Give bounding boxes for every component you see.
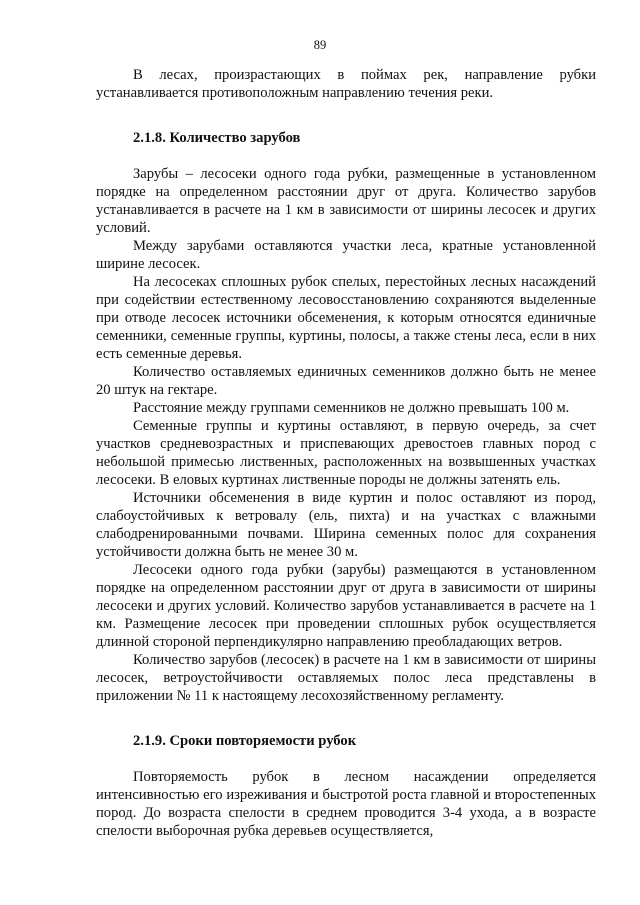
paragraph: На лесосеках сплошных рубок спелых, перестойных лесных насаждений при содействии естественному лесовосстановлению сохраняются выделенные при отводе лесосек источники обсеменения, к которым относятся единичные семенники, семенные группы, куртины, полосы, а также стены леса, если в них есть семенные деревья. bbox=[96, 274, 596, 362]
paragraph: Зарубы – лесосеки одного года рубки, размещенные в установленном порядке на определенном расстоянии друг от друга. Количество зарубов устанавливается в расчете на 1 км в зависимости от ширины лесосек и других условий. bbox=[96, 166, 596, 236]
paragraph: Лесосеки одного года рубки (зарубы) размещаются в установленном порядке на определенном расстоянии друг от друга в зависимости от ширины лесосеки и других условий. Количество зарубов устанавливается в расчете на 1 км. Размещение лесосек при проведении сплошных рубок осуществляется длинной стороной перпендикулярно направлению преобладающих ветров. bbox=[96, 562, 596, 650]
paragraph: Количество зарубов (лесосек) в расчете на 1 км в зависимости от ширины лесосек, ветроустойчивости оставляемых полос леса представлены в приложении № 11 к настоящему лесохозяйственному регламенту. bbox=[96, 652, 596, 704]
paragraph: Количество оставляемых единичных семенников должно быть не менее 20 штук на гектаре. bbox=[96, 364, 596, 398]
paragraph: Между зарубами оставляются участки леса, кратные установленной ширине лесосек. bbox=[96, 238, 596, 272]
paragraph: Повторяемость рубок в лесном насаждении определяется интенсивностью его изреживания и быстротой роста главной и второстепенных пород. До возраста спелости в среднем проводится 3-4 ухода, а в возрасте спелости выборочная рубка деревьев осуществляется, bbox=[96, 769, 596, 839]
paragraph: Семенные группы и куртины оставляют, в первую очередь, за счет участков средневозрастных и приспевающих древостоев главных пород с небольшой примесью лиственных, расположенных на возвышенных участках лесосеки. В еловых куртинах лиственные породы не должны затенять ель. bbox=[96, 418, 596, 488]
paragraph: Расстояние между группами семенников не должно превышать 100 м. bbox=[133, 400, 570, 416]
page-content bbox=[96, 66, 596, 840]
page-number: 89 bbox=[313, 38, 327, 52]
paragraph: Источники обсеменения в виде куртин и полос оставляют из пород, слабоустойчивых к ветровалу (ель, пихта) и на участках с влажными слабодренированными почвами. Ширина семенных полос для сохранения устойчивости должна быть не менее 30 м. bbox=[96, 490, 596, 560]
section-heading-2-1-9: 2.1.9. Сроки повторяемости рубок bbox=[133, 733, 357, 749]
section-heading-2-1-8: 2.1.8. Количество зарубов bbox=[133, 130, 301, 146]
intro-paragraph: В лесах, произрастающих в поймах рек, направление рубки устанавливается противоположным направлению течения реки. bbox=[96, 67, 596, 101]
